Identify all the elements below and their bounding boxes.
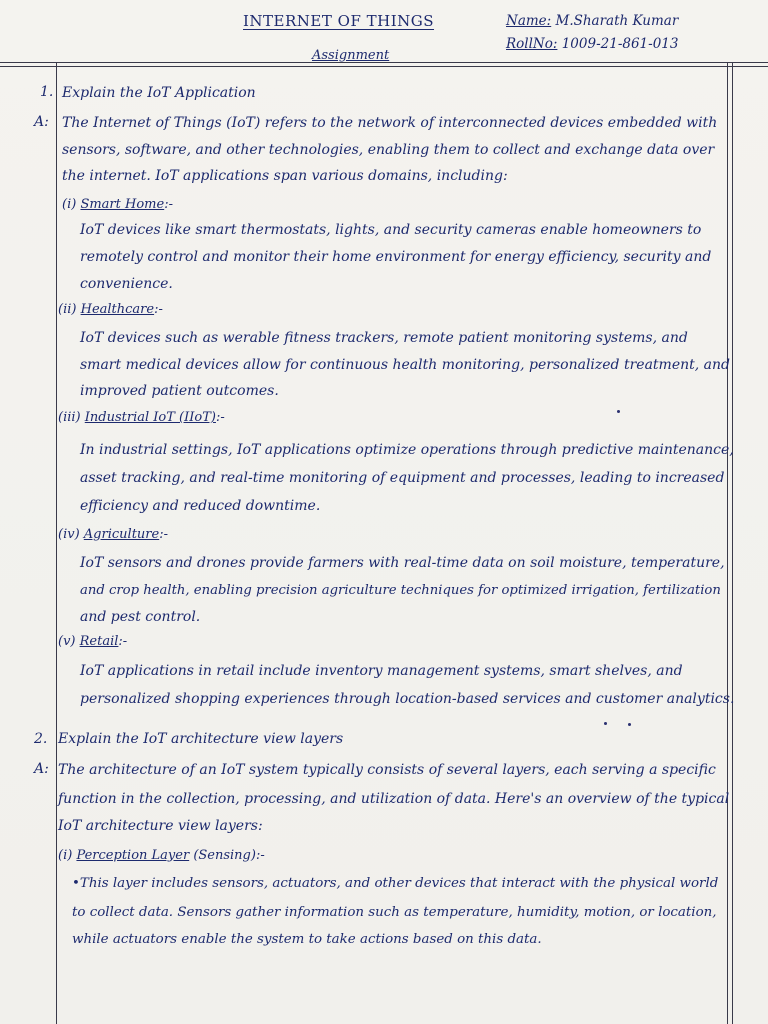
- section-line: IoT applications in retail include inventory management systems, smart shelves, and: [80, 663, 683, 679]
- section-title: Retail: [79, 634, 119, 649]
- section-line: In industrial settings, IoT applications optimize operations through predictive maintenance,: [80, 442, 734, 458]
- q1-number: 1.: [40, 84, 54, 100]
- q1-intro-line: the internet. IoT applications span various domains, including:: [62, 168, 508, 184]
- section-line: remotely control and monitor their home environment for energy efficiency, security and: [80, 249, 712, 265]
- ink-speck: [628, 723, 631, 726]
- section-marker: (iii): [58, 410, 81, 425]
- section-line: while actuators enable the system to take actions based on this data.: [72, 932, 542, 947]
- roll-label: RollNo:: [506, 36, 558, 52]
- section-suffix: :-: [118, 634, 128, 649]
- q2-question: Explain the IoT architecture view layers: [58, 731, 344, 747]
- section-line: to collect data. Sensors gather information such as temperature, humidity, motion, or location,: [72, 905, 717, 920]
- q1-question: Explain the IoT Application: [62, 85, 256, 101]
- section-extra: (Sensing): [193, 848, 256, 863]
- section-heading-smart-home: [62, 195, 760, 215]
- section-title: Perception Layer: [76, 848, 190, 863]
- ink-speck: [617, 410, 620, 413]
- q2-number: 2.: [34, 731, 48, 747]
- q1-answer-marker: A:: [34, 114, 49, 130]
- left-margin-rule: [56, 62, 57, 1024]
- section-line: efficiency and reduced downtime.: [80, 498, 321, 514]
- section-heading-agriculture: [58, 525, 756, 545]
- section-title: Industrial IoT (IIoT): [84, 410, 216, 425]
- section-line: and crop health, enabling precision agriculture techniques for optimized irrigation, fertilization: [80, 583, 721, 598]
- section-line: improved patient outcomes.: [80, 383, 279, 399]
- q2-intro-line: The architecture of an IoT system typically consists of several layers, each serving a specific: [58, 762, 716, 778]
- section-suffix: :-: [255, 848, 265, 863]
- section-suffix: :-: [159, 527, 168, 542]
- section-heading-retail: [58, 632, 756, 652]
- section-title: Agriculture: [83, 527, 160, 542]
- q2-answer-marker: A:: [34, 761, 49, 777]
- section-line: IoT sensors and drones provide farmers with real-time data on soil moisture, temperature,: [80, 555, 725, 571]
- roll-row: [506, 33, 678, 56]
- section-heading-healthcare: [58, 300, 756, 320]
- name-value: M.Sharath Kumar: [555, 13, 679, 29]
- section-line: asset tracking, and real-time monitoring of equipment and processes, leading to increased: [80, 470, 725, 486]
- name-row: [506, 10, 678, 33]
- student-info: [506, 10, 678, 56]
- page-title: INTERNET OF THINGS: [243, 12, 435, 30]
- section-marker: (ii): [58, 302, 77, 317]
- name-label: Name:: [506, 13, 552, 29]
- q1-intro-line: sensors, software, and other technologies, enabling them to collect and exchange data over: [62, 142, 715, 158]
- section-line: smart medical devices allow for continuous health monitoring, personalized treatment, and: [80, 357, 730, 373]
- section-heading-industrial-iot: [58, 408, 756, 428]
- section-marker: (iv): [58, 527, 80, 542]
- section-line: and pest control.: [80, 609, 201, 625]
- section-line: IoT devices like smart thermostats, lights, and security cameras enable homeowners to: [80, 222, 702, 238]
- q2-intro-line: function in the collection, processing, and utilization of data. Here's an overview of the typical: [58, 791, 730, 807]
- section-marker: (v): [58, 634, 76, 649]
- section-line: •This layer includes sensors, actuators, and other devices that interact with the physical world: [72, 876, 719, 891]
- q1-intro-line: The Internet of Things (IoT) refers to the network of interconnected devices embedded with: [62, 115, 718, 131]
- section-marker: (i): [62, 197, 77, 212]
- section-title: Healthcare: [80, 302, 155, 317]
- section-suffix: :-: [164, 197, 173, 212]
- section-marker: (i): [58, 848, 73, 863]
- section-heading-perception-layer: [58, 846, 756, 866]
- section-suffix: :-: [215, 410, 225, 425]
- roll-value: 1009-21-861-013: [561, 36, 679, 52]
- section-line: convenience.: [80, 276, 173, 292]
- assignment-subtitle: Assignment: [312, 48, 390, 63]
- section-suffix: :-: [154, 302, 163, 317]
- q2-intro-line: IoT architecture view layers:: [58, 818, 263, 834]
- section-title: Smart Home: [80, 197, 165, 212]
- section-line: IoT devices such as werable fitness trackers, remote patient monitoring systems, and: [80, 330, 688, 346]
- ink-speck: [604, 722, 607, 725]
- section-line: personalized shopping experiences through location-based services and customer analytics.: [80, 691, 735, 707]
- top-margin-rule-2: [0, 66, 768, 67]
